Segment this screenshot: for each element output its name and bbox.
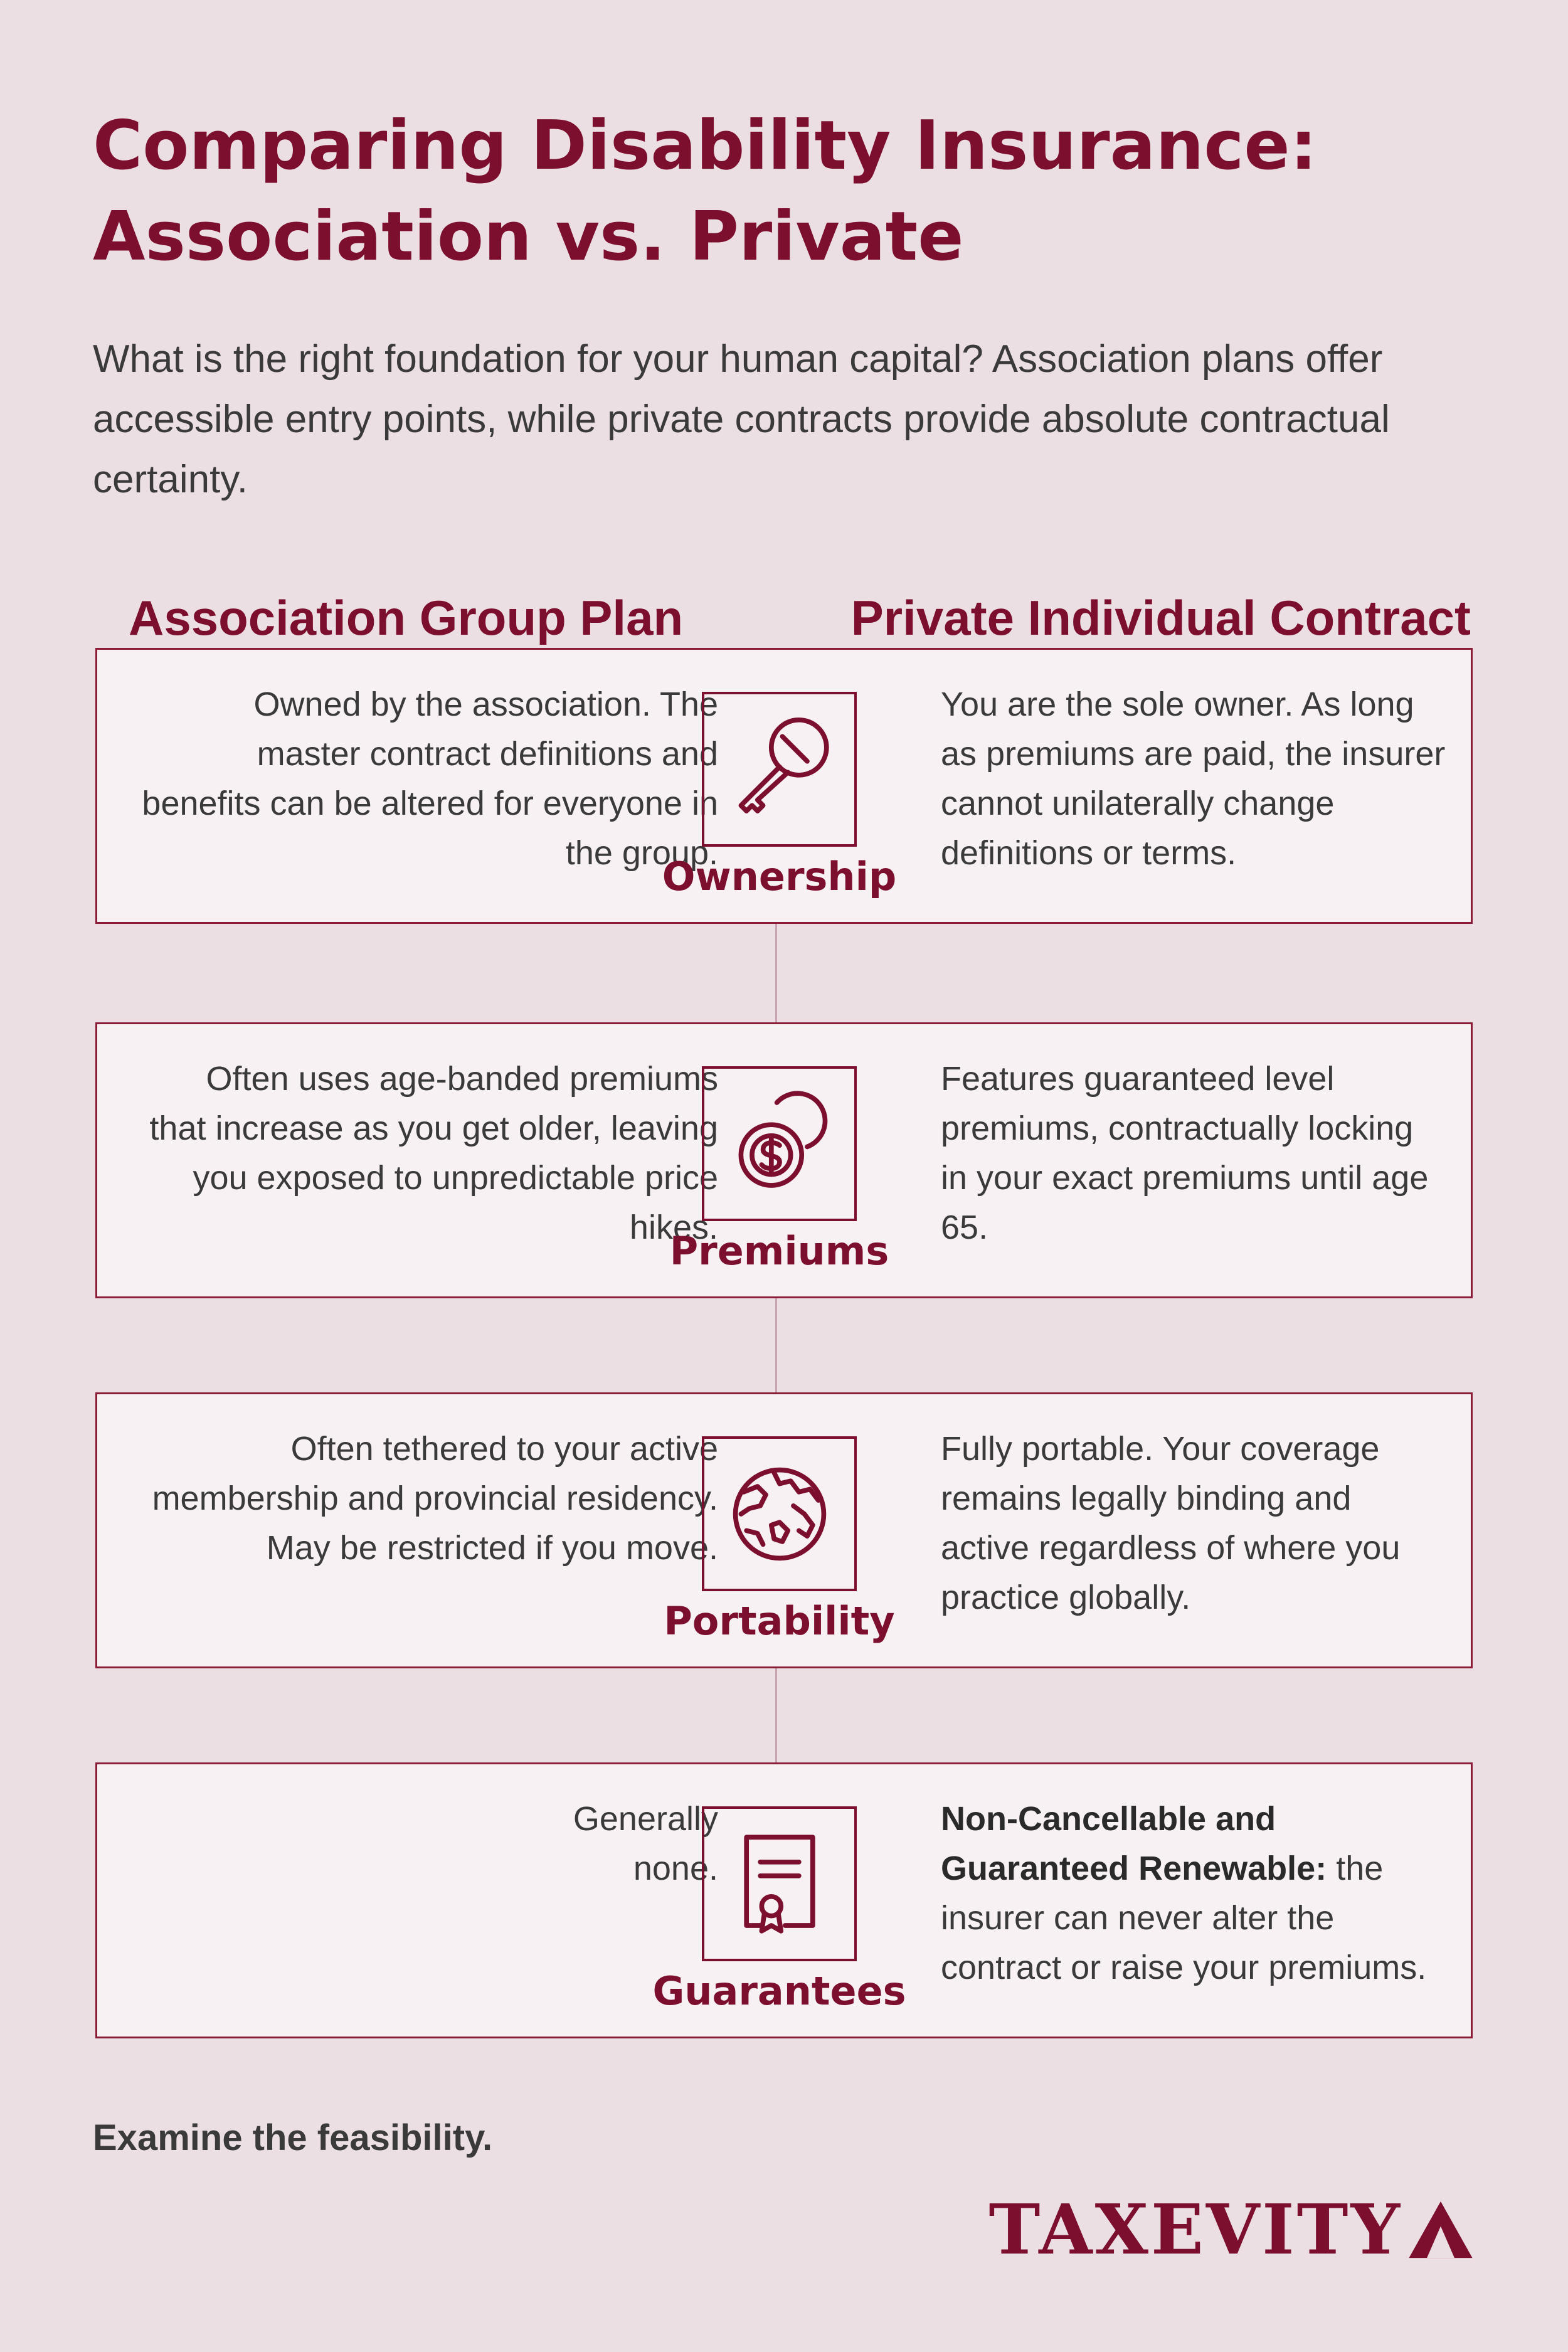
comparison-row-ownership — [95, 648, 1473, 924]
certificate-icon — [702, 1806, 857, 1961]
intro-text: What is the right foundation for your human capital? Association plans offer accessible entry points, while private contracts provide absolute contractual certainty. — [93, 337, 1390, 501]
brand-logo — [988, 2189, 1475, 2270]
association-description: Often uses age-banded premiums that increase as you get older, leaving you exposed to unpredictable price hikes. — [149, 1060, 718, 1246]
column-heading-association: Association Group Plan — [129, 590, 684, 645]
connector-line — [775, 1292, 777, 1392]
row-label: Ownership — [662, 854, 897, 899]
connector-line — [775, 922, 777, 1022]
row-label: Guarantees — [652, 1968, 906, 2014]
private-description — [941, 1424, 1449, 1623]
association-description: Owned by the association. The master contract definitions and benefits can be altered for everyone in the group. — [142, 686, 718, 872]
private-text: Features guaranteed level premiums, contractually locking in your exact premiums until age 65. — [941, 1060, 1429, 1246]
column-heading-private: Private Individual Contract — [850, 590, 1471, 645]
private-description — [941, 680, 1449, 878]
comparison-row-portability — [95, 1392, 1473, 1668]
globe-icon — [702, 1436, 857, 1591]
comparison-row-premiums — [95, 1022, 1473, 1298]
connector-line — [775, 1662, 777, 1762]
private-description — [941, 1794, 1449, 1993]
private-text: You are the sole owner. As long as premiums are paid, the insurer cannot unilaterally change definitions or terms. — [941, 686, 1446, 872]
page-title: Comparing Disability Insurance: Association vs. Private — [93, 107, 1317, 276]
private-description — [941, 1054, 1449, 1253]
association-description: Generally none. — [573, 1800, 718, 1887]
comparison-row-guarantees — [95, 1762, 1473, 2038]
triangle-logo-icon — [1406, 2198, 1475, 2261]
row-label: Portability — [664, 1598, 895, 1644]
association-description: Often tethered to your active membership and provincial residency. May be restricted if you move. — [152, 1430, 718, 1567]
private-text: Fully portable. Your coverage remains legally binding and active regardless of where you practice globally. — [941, 1430, 1401, 1616]
footer-note: Examine the feasibility. — [93, 2117, 493, 2158]
coins-icon — [702, 1066, 857, 1221]
private-text: the insurer can never alter the contract or raise your premiums. — [941, 1850, 1427, 1986]
private-highlight: Non-Cancellable and Guaranteed Renewable: — [941, 1800, 1327, 1887]
key-icon — [702, 692, 857, 847]
brand-wordmark: TAXEVITY — [988, 2189, 1402, 2270]
row-label: Premiums — [669, 1228, 889, 1274]
